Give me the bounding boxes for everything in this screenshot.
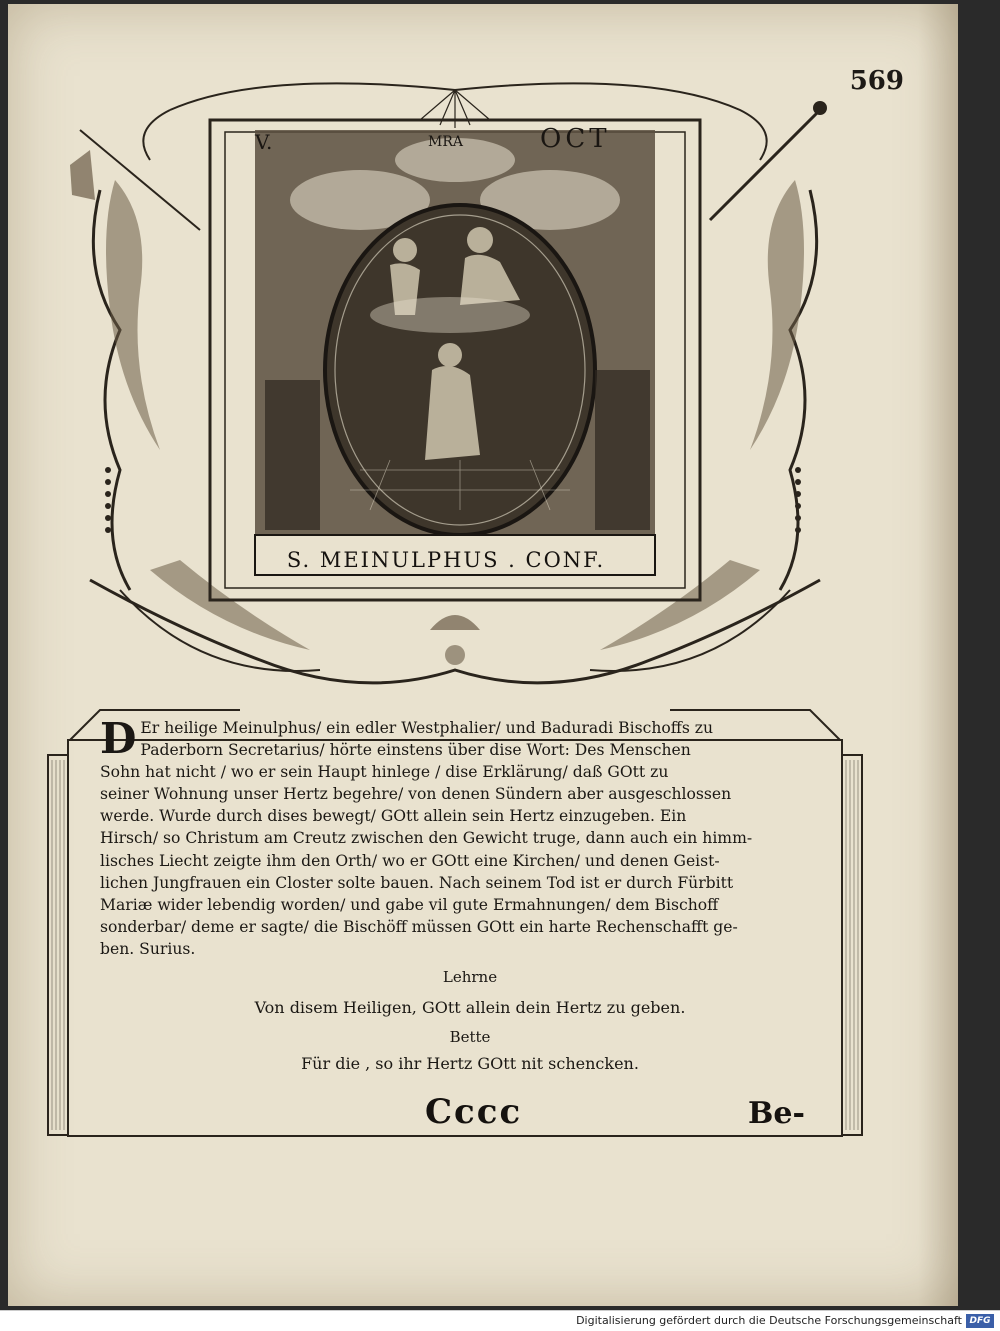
footer-credit-text: Digitalisierung gefördert durch die Deutsche Forschungsgemeinschaft (576, 1314, 962, 1327)
engraving-svg (60, 70, 850, 710)
body-line: lichen Jungfrauen ein Closter solte bauen. Nach seinem Tod ist er durch Fürbitt (100, 873, 734, 892)
page-number: 569 (849, 66, 904, 96)
body-line: Sohn hat nicht / wo er sein Haupt hinlege / dise Erklärung/ daß GOtt zu (100, 763, 669, 782)
body-line: sonderbar/ deme er sagte/ die Bischöff müssen GOtt ein harte Rechenschafft ge- (100, 917, 738, 936)
bette-heading: Bette (449, 1028, 491, 1046)
bette-text: Für die , so ihr Hertz GOtt nit schencken. (301, 1054, 639, 1073)
engraving-illustration (60, 70, 850, 710)
engraving-top-center-mark: MRA (428, 134, 463, 150)
digitization-footer (0, 1310, 1000, 1331)
body-line: Mariæ wider lebendig worden/ und gabe vil gute Ermahnungen/ dem Bischoff (100, 895, 719, 914)
drop-capital: D (100, 714, 137, 763)
body-line: Paderborn Secretarius/ hörte einstens über dise Wort: Des Menschen (140, 741, 691, 760)
lehrne-text: Von disem Heiligen, GOtt allein dein Hertz zu geben. (254, 998, 686, 1017)
body-line: Er heilige Meinulphus/ ein edler Westphalier/ und Baduradi Bischoffs zu (140, 719, 714, 737)
body-line: lisches Liecht zeigte ihm den Orth/ wo er GOtt eine Kirchen/ und denen Geist- (100, 851, 720, 870)
body-line: werde. Wurde durch dises bewegt/ GOtt allein sein Hertz einzugeben. Ein (100, 807, 687, 826)
body-line: seiner Wohnung unser Hertz begehre/ von denen Sündern aber ausgeschlossen (100, 785, 732, 804)
engraving-caption: S. MEINULPHUS . CONF. (286, 548, 606, 572)
signature-mark: Cccc (425, 1092, 523, 1132)
body-line: ben. Surius. (100, 939, 196, 958)
body-line: Hirsch/ so Christum am Creutz zwischen den Gewicht truge, dann auch ein himm- (100, 829, 753, 848)
engraving-top-right-mark: OCT (540, 124, 611, 154)
dfg-logo-icon: DFG (966, 1314, 994, 1328)
body-text (100, 714, 835, 960)
catchword: Be- (748, 1096, 805, 1131)
lehrne-heading: Lehrne (442, 968, 498, 986)
engraving-top-left-mark: V. (255, 130, 273, 154)
